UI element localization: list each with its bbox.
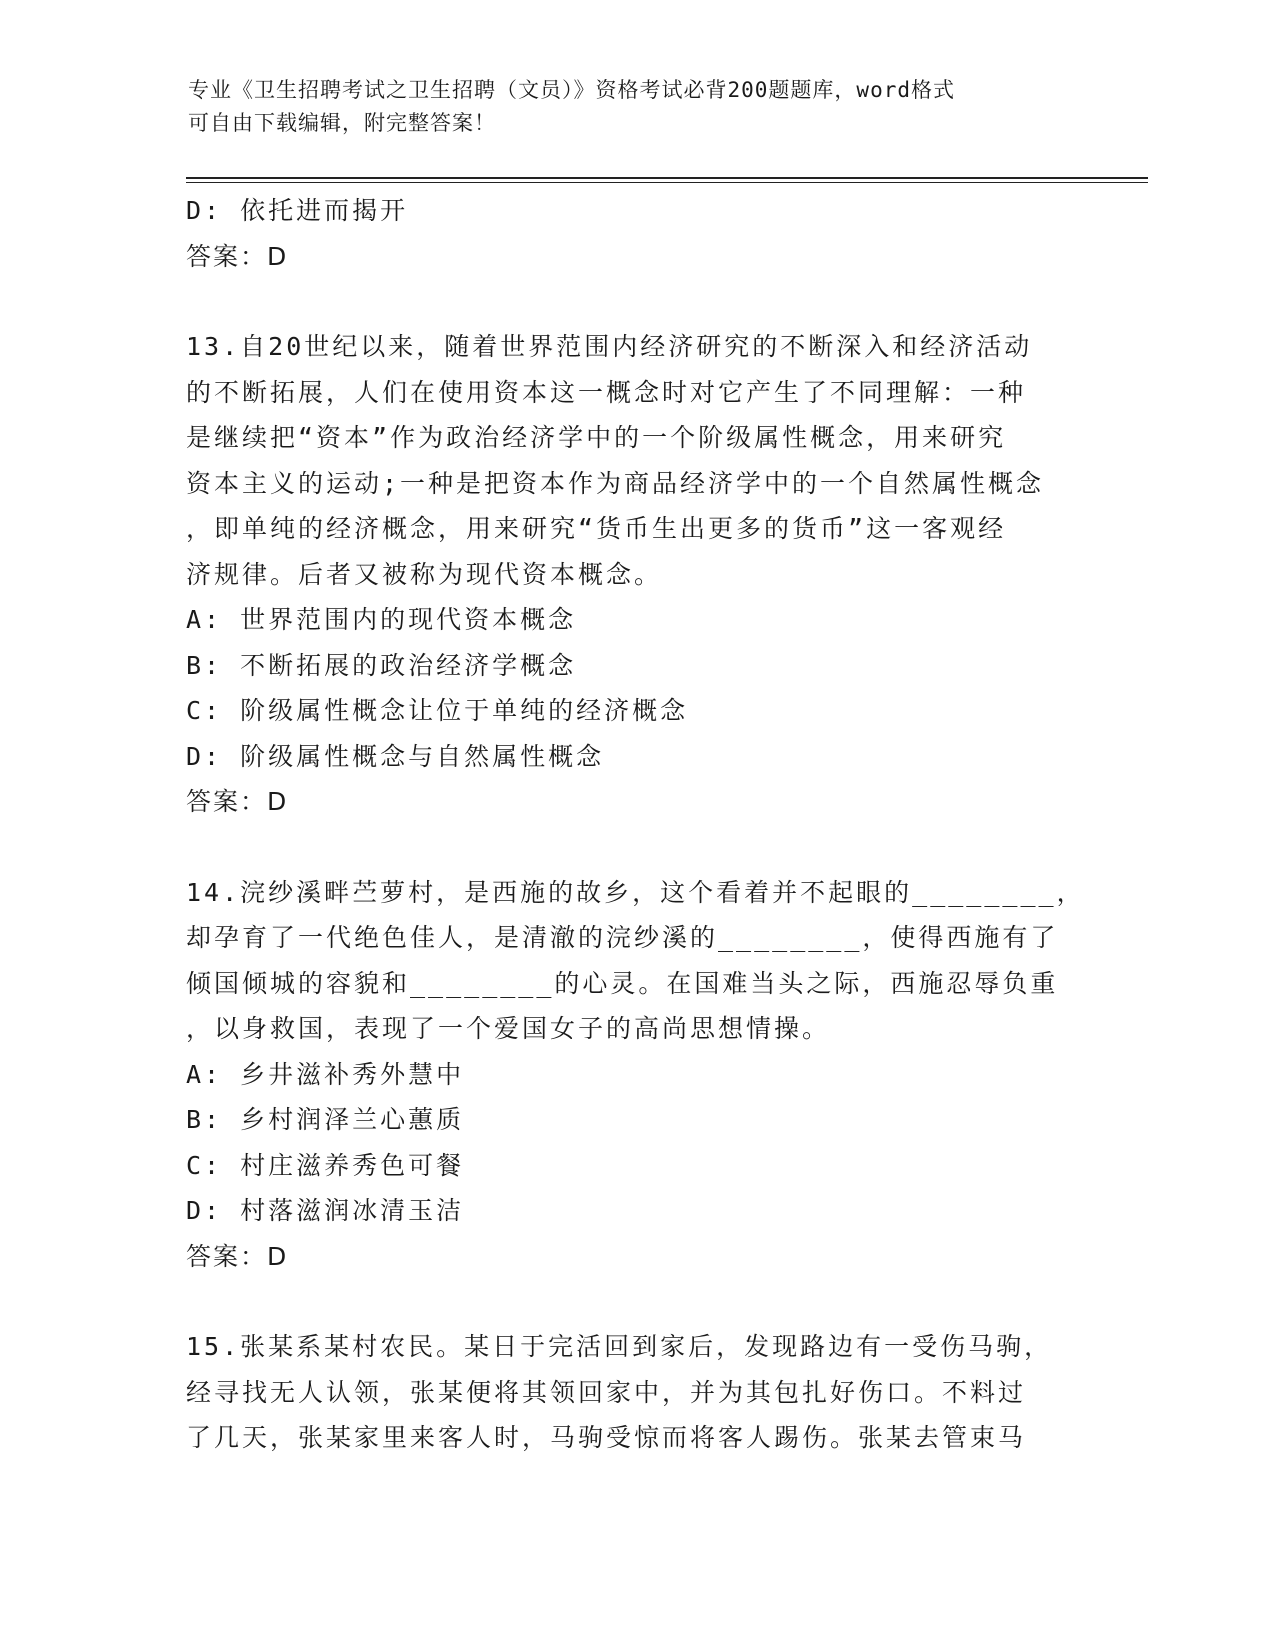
stem-line: 济规律。后者又被称为现代资本概念。	[186, 559, 663, 589]
answer-line: 答案：D	[186, 787, 289, 816]
option-a: A: 世界范围内的现代资本概念	[186, 605, 577, 634]
stem-line: 13.自20世纪以来，随着世界范围内经济研究的不断深入和经济活动	[186, 332, 1033, 361]
answer-line: 答案：D	[186, 1241, 289, 1271]
option-b: B: 不断拓展的政治经济学概念	[186, 650, 577, 680]
header-rule-thin	[186, 182, 1148, 183]
question-14	[186, 870, 1085, 1280]
document-header	[188, 74, 1068, 140]
option-c: C: 村庄滋养秀色可餐	[186, 1150, 465, 1180]
option-d: D: 阶级属性概念与自然属性概念	[186, 741, 605, 771]
stem-line: 是继续把“资本”作为政治经济学中的一个阶级属性概念，用来研究	[186, 423, 1007, 452]
document-content	[186, 188, 1085, 1461]
question-stem	[186, 324, 1076, 597]
header-line-2: 可自由下载编辑，附完整答案！	[188, 111, 496, 135]
stem-line: 15.张某系某村农民。某日于完活回到家后，发现路边有一受伤马驹，	[186, 1332, 1053, 1361]
question-stem	[186, 870, 1085, 1052]
stem-line: 了几天，张某家里来客人时，马驹受惊而将客人踢伤。张某去管束马	[186, 1423, 1027, 1452]
stem-line: 经寻找无人认领，张某便将其领回家中，并为其包扎好伤口。不料过	[186, 1377, 1027, 1407]
previous-question-tail	[186, 188, 1076, 279]
header-rule-thick	[186, 177, 1148, 179]
option-b: B: 乡村润泽兰心蕙质	[186, 1105, 465, 1134]
stem-line: 倾国倾城的容貌和________的心灵。在国难当头之际，西施忍辱负重	[186, 968, 1059, 998]
stem-line: 14.浣纱溪畔苎萝村，是西施的故乡，这个看着并不起眼的________，	[186, 877, 1085, 907]
stem-line: 的不断拓展，人们在使用资本这一概念时对它产生了不同理解：一种	[186, 377, 1027, 407]
stem-line: ，即单纯的经济概念，用来研究“货币生出更多的货币”这一客观经	[186, 514, 1007, 543]
stem-line: 却孕育了一代绝色佳人，是清澈的浣纱溪的________，使得西施有了	[186, 923, 1059, 952]
answer-line: 答案：D	[186, 241, 289, 271]
question-13	[186, 324, 1076, 825]
question-15	[186, 1324, 1076, 1461]
header-line-1: 专业《卫生招聘考试之卫生招聘（文员）》资格考试必背200题题库，word格式	[188, 78, 955, 102]
option-c: C: 阶级属性概念让位于单纯的经济概念	[186, 696, 689, 725]
question-stem	[186, 1324, 1076, 1461]
option-d: D: 依托进而揭开	[186, 196, 409, 225]
option-d: D: 村落滋润冰清玉洁	[186, 1196, 465, 1225]
stem-line: 资本主义的运动;一种是把资本作为商品经济学中的一个自然属性概念	[186, 468, 1045, 498]
option-a: A: 乡井滋补秀外慧中	[186, 1059, 465, 1089]
stem-line: ，以身救国，表现了一个爱国女子的高尚思想情操。	[186, 1014, 831, 1043]
